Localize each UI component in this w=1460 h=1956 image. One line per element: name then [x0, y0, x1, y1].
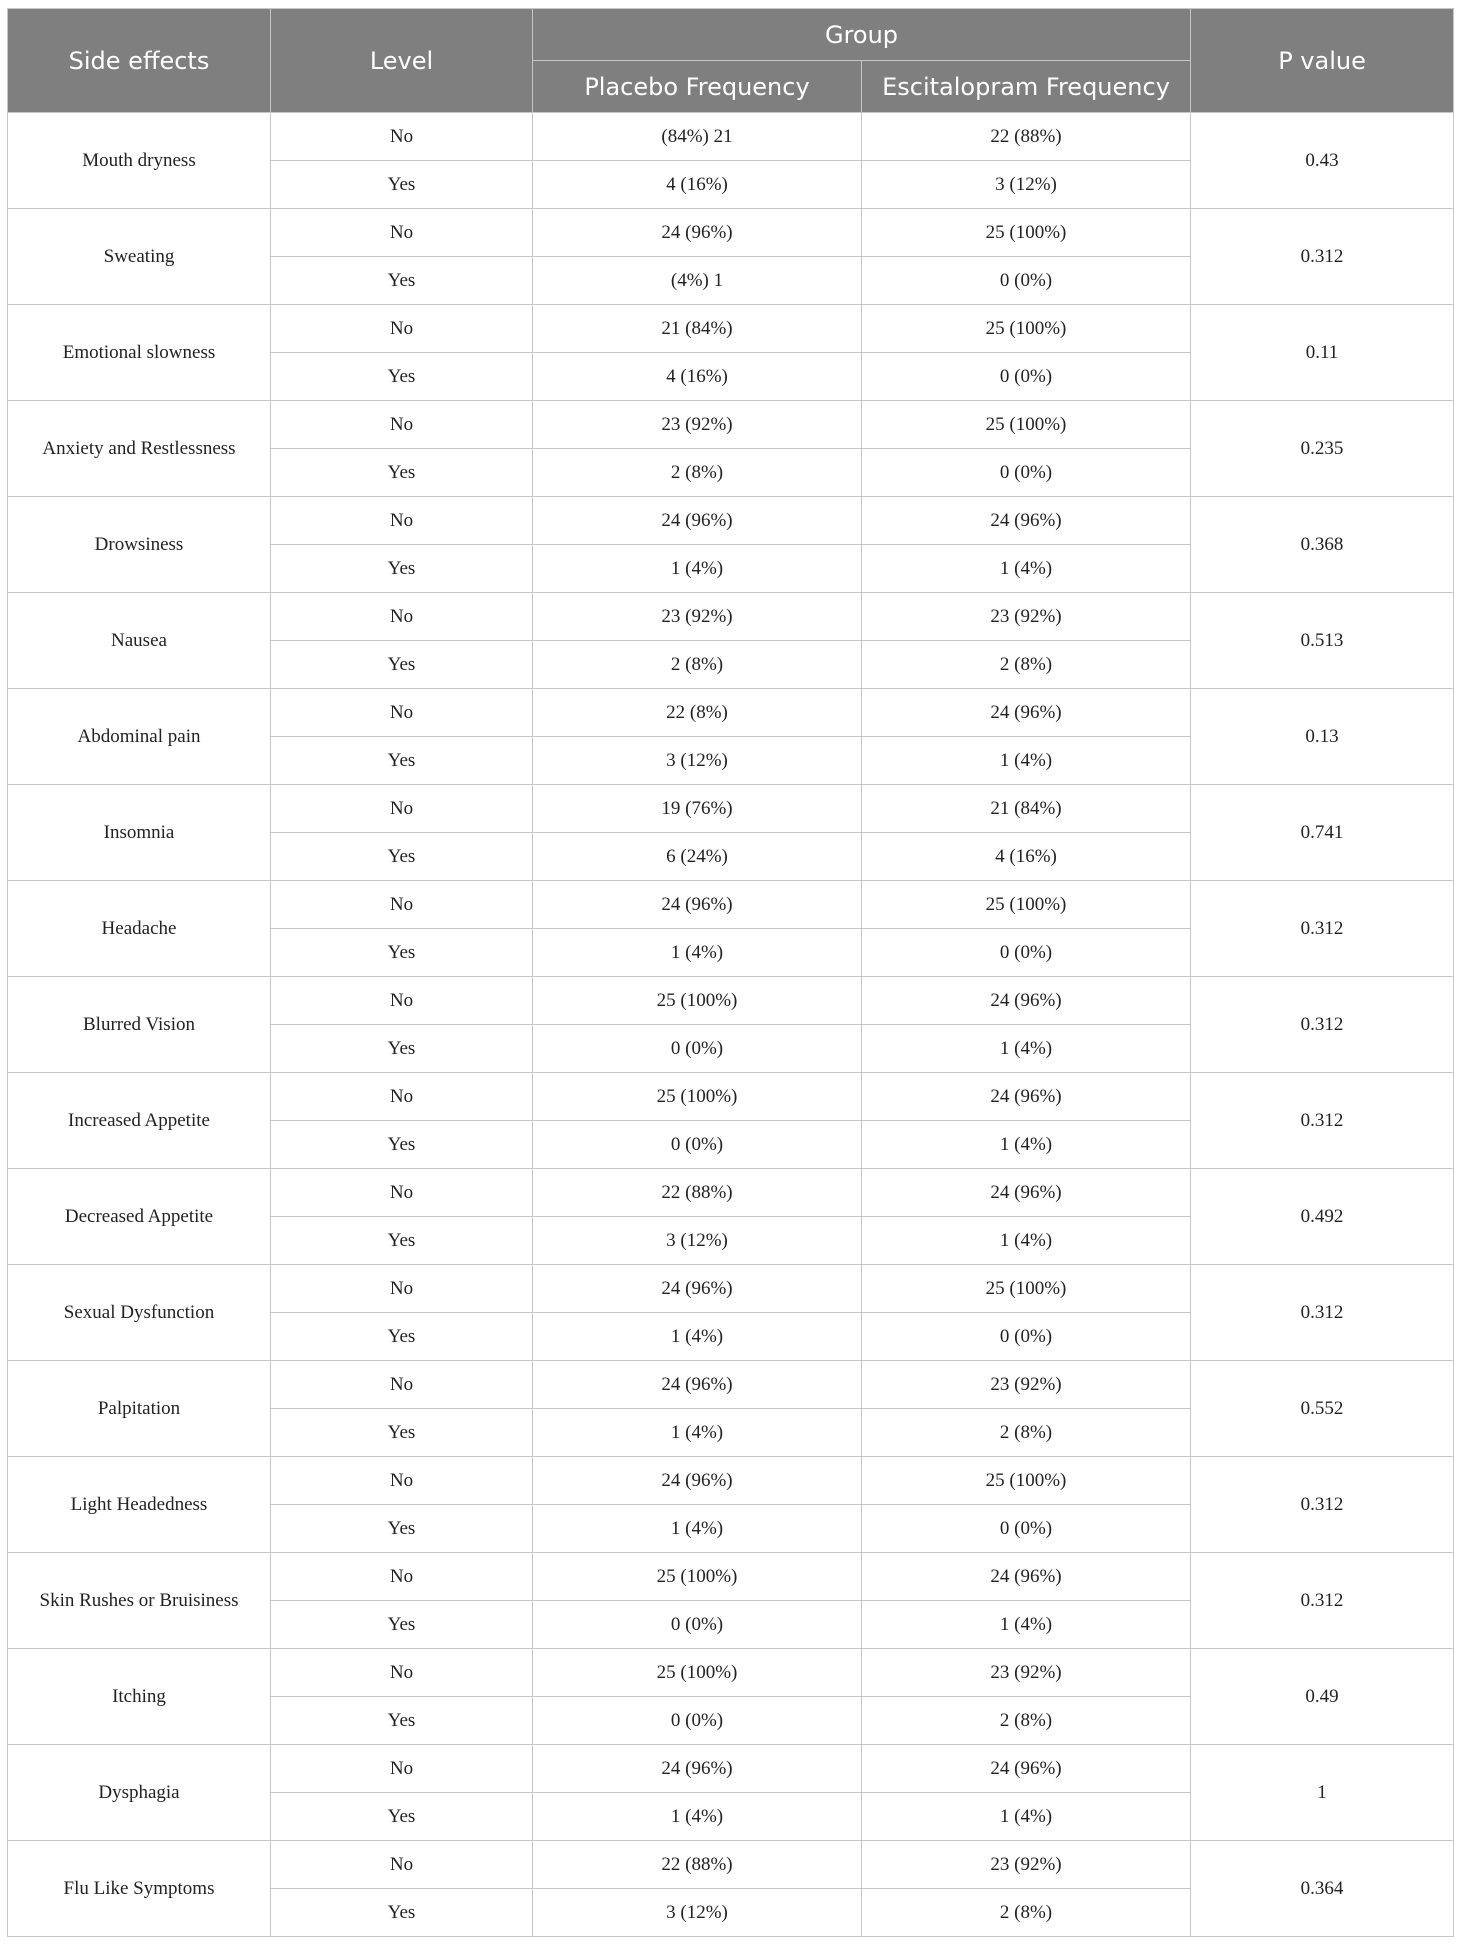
level-cell: Yes — [271, 1601, 533, 1649]
table-row — [8, 977, 1454, 1025]
p-value-cell: 0.235 — [1191, 401, 1454, 497]
escitalopram-frequency-cell: 1 (4%) — [862, 737, 1191, 785]
level-cell: No — [271, 1073, 533, 1121]
table-row — [8, 113, 1454, 161]
escitalopram-frequency-cell: 1 (4%) — [862, 1121, 1191, 1169]
p-value-cell: 0.312 — [1191, 1553, 1454, 1649]
level-cell: No — [271, 1457, 533, 1505]
table-row — [8, 1361, 1454, 1409]
p-value-cell: 1 — [1191, 1745, 1454, 1841]
level-cell: No — [271, 1169, 533, 1217]
placebo-frequency-cell: 1 (4%) — [533, 929, 862, 977]
level-cell: No — [271, 881, 533, 929]
placebo-frequency-cell: 6 (24%) — [533, 833, 862, 881]
placebo-frequency-cell: 23 (92%) — [533, 401, 862, 449]
placebo-frequency-cell: 0 (0%) — [533, 1601, 862, 1649]
side-effect-name-cell: Mouth dryness — [8, 113, 271, 209]
side-effect-name-cell: Emotional slowness — [8, 305, 271, 401]
placebo-frequency-cell: 25 (100%) — [533, 977, 862, 1025]
level-cell: No — [271, 689, 533, 737]
table-body — [8, 113, 1454, 1937]
placebo-frequency-cell: 24 (96%) — [533, 1457, 862, 1505]
level-cell: Yes — [271, 1217, 533, 1265]
table-row — [8, 1553, 1454, 1601]
placebo-frequency-cell: 0 (0%) — [533, 1121, 862, 1169]
table-row — [8, 497, 1454, 545]
level-cell: Yes — [271, 1409, 533, 1457]
side-effect-name-cell: Sweating — [8, 209, 271, 305]
placebo-frequency-cell: 25 (100%) — [533, 1649, 862, 1697]
p-value-cell: 0.312 — [1191, 977, 1454, 1073]
level-cell: No — [271, 113, 533, 161]
placebo-frequency-cell: 24 (96%) — [533, 881, 862, 929]
placebo-frequency-cell: 0 (0%) — [533, 1697, 862, 1745]
header-placebo-frequency: Placebo Frequency — [533, 61, 862, 113]
p-value-cell: 0.492 — [1191, 1169, 1454, 1265]
level-cell: No — [271, 209, 533, 257]
header-group: Group — [533, 9, 1191, 61]
level-cell: Yes — [271, 1697, 533, 1745]
placebo-frequency-cell: 25 (100%) — [533, 1553, 862, 1601]
escitalopram-frequency-cell: 2 (8%) — [862, 1889, 1191, 1937]
placebo-frequency-cell: 24 (96%) — [533, 1265, 862, 1313]
escitalopram-frequency-cell: 25 (100%) — [862, 1265, 1191, 1313]
side-effect-name-cell: Abdominal pain — [8, 689, 271, 785]
placebo-frequency-cell: (84%) 21 — [533, 113, 862, 161]
placebo-frequency-cell: 23 (92%) — [533, 593, 862, 641]
placebo-frequency-cell: 22 (8%) — [533, 689, 862, 737]
p-value-cell: 0.741 — [1191, 785, 1454, 881]
escitalopram-frequency-cell: 24 (96%) — [862, 497, 1191, 545]
table-row — [8, 1169, 1454, 1217]
placebo-frequency-cell: 19 (76%) — [533, 785, 862, 833]
table-row — [8, 689, 1454, 737]
placebo-frequency-cell: 0 (0%) — [533, 1025, 862, 1073]
p-value-cell: 0.513 — [1191, 593, 1454, 689]
escitalopram-frequency-cell: 3 (12%) — [862, 161, 1191, 209]
placebo-frequency-cell: 3 (12%) — [533, 1217, 862, 1265]
p-value-cell: 0.13 — [1191, 689, 1454, 785]
escitalopram-frequency-cell: 24 (96%) — [862, 1073, 1191, 1121]
side-effect-name-cell: Light Headedness — [8, 1457, 271, 1553]
level-cell: No — [271, 305, 533, 353]
table-row — [8, 593, 1454, 641]
escitalopram-frequency-cell: 24 (96%) — [862, 977, 1191, 1025]
header-side-effects: Side effects — [8, 9, 271, 113]
side-effects-table-container — [7, 8, 1453, 1937]
p-value-cell: 0.11 — [1191, 305, 1454, 401]
level-cell: Yes — [271, 449, 533, 497]
side-effect-name-cell: Dysphagia — [8, 1745, 271, 1841]
escitalopram-frequency-cell: 1 (4%) — [862, 1601, 1191, 1649]
level-cell: No — [271, 1745, 533, 1793]
side-effect-name-cell: Sexual Dysfunction — [8, 1265, 271, 1361]
table-row — [8, 305, 1454, 353]
placebo-frequency-cell: 2 (8%) — [533, 641, 862, 689]
placebo-frequency-cell: (4%) 1 — [533, 257, 862, 305]
escitalopram-frequency-cell: 23 (92%) — [862, 1649, 1191, 1697]
level-cell: No — [271, 1553, 533, 1601]
side-effects-table — [7, 8, 1454, 1937]
level-cell: No — [271, 977, 533, 1025]
escitalopram-frequency-cell: 24 (96%) — [862, 1553, 1191, 1601]
escitalopram-frequency-cell: 1 (4%) — [862, 545, 1191, 593]
side-effect-name-cell: Insomnia — [8, 785, 271, 881]
placebo-frequency-cell: 1 (4%) — [533, 1409, 862, 1457]
placebo-frequency-cell: 1 (4%) — [533, 1793, 862, 1841]
placebo-frequency-cell: 1 (4%) — [533, 545, 862, 593]
level-cell: Yes — [271, 1313, 533, 1361]
table-row — [8, 1841, 1454, 1889]
table-row — [8, 785, 1454, 833]
table-row — [8, 1745, 1454, 1793]
table-row — [8, 1073, 1454, 1121]
escitalopram-frequency-cell: 0 (0%) — [862, 1505, 1191, 1553]
side-effect-name-cell: Itching — [8, 1649, 271, 1745]
placebo-frequency-cell: 25 (100%) — [533, 1073, 862, 1121]
table-header — [8, 9, 1454, 113]
escitalopram-frequency-cell: 1 (4%) — [862, 1217, 1191, 1265]
level-cell: Yes — [271, 833, 533, 881]
level-cell: No — [271, 593, 533, 641]
p-value-cell: 0.43 — [1191, 113, 1454, 209]
side-effect-name-cell: Increased Appetite — [8, 1073, 271, 1169]
escitalopram-frequency-cell: 2 (8%) — [862, 1697, 1191, 1745]
placebo-frequency-cell: 24 (96%) — [533, 497, 862, 545]
escitalopram-frequency-cell: 24 (96%) — [862, 689, 1191, 737]
side-effect-name-cell: Drowsiness — [8, 497, 271, 593]
header-p-value: P value — [1191, 9, 1454, 113]
placebo-frequency-cell: 22 (88%) — [533, 1841, 862, 1889]
escitalopram-frequency-cell: 25 (100%) — [862, 209, 1191, 257]
table-row — [8, 1457, 1454, 1505]
side-effect-name-cell: Decreased Appetite — [8, 1169, 271, 1265]
placebo-frequency-cell: 21 (84%) — [533, 305, 862, 353]
escitalopram-frequency-cell: 1 (4%) — [862, 1025, 1191, 1073]
p-value-cell: 0.312 — [1191, 1457, 1454, 1553]
placebo-frequency-cell: 22 (88%) — [533, 1169, 862, 1217]
placebo-frequency-cell: 24 (96%) — [533, 1745, 862, 1793]
placebo-frequency-cell: 4 (16%) — [533, 161, 862, 209]
placebo-frequency-cell: 24 (96%) — [533, 209, 862, 257]
placebo-frequency-cell: 2 (8%) — [533, 449, 862, 497]
escitalopram-frequency-cell: 1 (4%) — [862, 1793, 1191, 1841]
escitalopram-frequency-cell: 0 (0%) — [862, 929, 1191, 977]
table-row — [8, 401, 1454, 449]
p-value-cell: 0.368 — [1191, 497, 1454, 593]
placebo-frequency-cell: 3 (12%) — [533, 1889, 862, 1937]
table-row — [8, 1265, 1454, 1313]
escitalopram-frequency-cell: 25 (100%) — [862, 881, 1191, 929]
placebo-frequency-cell: 1 (4%) — [533, 1313, 862, 1361]
escitalopram-frequency-cell: 25 (100%) — [862, 305, 1191, 353]
escitalopram-frequency-cell: 0 (0%) — [862, 1313, 1191, 1361]
level-cell: Yes — [271, 545, 533, 593]
level-cell: Yes — [271, 1505, 533, 1553]
level-cell: Yes — [271, 1121, 533, 1169]
escitalopram-frequency-cell: 2 (8%) — [862, 1409, 1191, 1457]
escitalopram-frequency-cell: 23 (92%) — [862, 593, 1191, 641]
level-cell: No — [271, 497, 533, 545]
p-value-cell: 0.312 — [1191, 1265, 1454, 1361]
level-cell: No — [271, 1649, 533, 1697]
escitalopram-frequency-cell: 25 (100%) — [862, 1457, 1191, 1505]
p-value-cell: 0.312 — [1191, 209, 1454, 305]
escitalopram-frequency-cell: 0 (0%) — [862, 257, 1191, 305]
side-effect-name-cell: Headache — [8, 881, 271, 977]
level-cell: Yes — [271, 737, 533, 785]
level-cell: Yes — [271, 161, 533, 209]
table-row — [8, 881, 1454, 929]
level-cell: Yes — [271, 1025, 533, 1073]
level-cell: No — [271, 1265, 533, 1313]
side-effect-name-cell: Nausea — [8, 593, 271, 689]
level-cell: Yes — [271, 257, 533, 305]
escitalopram-frequency-cell: 25 (100%) — [862, 401, 1191, 449]
level-cell: Yes — [271, 1793, 533, 1841]
side-effect-name-cell: Flu Like Symptoms — [8, 1841, 271, 1937]
level-cell: Yes — [271, 1889, 533, 1937]
side-effect-name-cell: Blurred Vision — [8, 977, 271, 1073]
table-row — [8, 1649, 1454, 1697]
level-cell: Yes — [271, 641, 533, 689]
placebo-frequency-cell: 3 (12%) — [533, 737, 862, 785]
table-row — [8, 209, 1454, 257]
level-cell: No — [271, 1841, 533, 1889]
escitalopram-frequency-cell: 23 (92%) — [862, 1841, 1191, 1889]
escitalopram-frequency-cell: 2 (8%) — [862, 641, 1191, 689]
p-value-cell: 0.552 — [1191, 1361, 1454, 1457]
p-value-cell: 0.49 — [1191, 1649, 1454, 1745]
escitalopram-frequency-cell: 22 (88%) — [862, 113, 1191, 161]
escitalopram-frequency-cell: 0 (0%) — [862, 449, 1191, 497]
level-cell: No — [271, 1361, 533, 1409]
escitalopram-frequency-cell: 24 (96%) — [862, 1745, 1191, 1793]
escitalopram-frequency-cell: 0 (0%) — [862, 353, 1191, 401]
escitalopram-frequency-cell: 24 (96%) — [862, 1169, 1191, 1217]
escitalopram-frequency-cell: 21 (84%) — [862, 785, 1191, 833]
level-cell: No — [271, 785, 533, 833]
placebo-frequency-cell: 4 (16%) — [533, 353, 862, 401]
placebo-frequency-cell: 24 (96%) — [533, 1361, 862, 1409]
level-cell: No — [271, 401, 533, 449]
escitalopram-frequency-cell: 4 (16%) — [862, 833, 1191, 881]
side-effect-name-cell: Palpitation — [8, 1361, 271, 1457]
escitalopram-frequency-cell: 23 (92%) — [862, 1361, 1191, 1409]
p-value-cell: 0.312 — [1191, 1073, 1454, 1169]
level-cell: Yes — [271, 929, 533, 977]
p-value-cell: 0.364 — [1191, 1841, 1454, 1937]
header-escitalopram-frequency: Escitalopram Frequency — [862, 61, 1191, 113]
placebo-frequency-cell: 1 (4%) — [533, 1505, 862, 1553]
side-effect-name-cell: Skin Rushes or Bruisiness — [8, 1553, 271, 1649]
level-cell: Yes — [271, 353, 533, 401]
header-level: Level — [271, 9, 533, 113]
p-value-cell: 0.312 — [1191, 881, 1454, 977]
side-effect-name-cell: Anxiety and Restlessness — [8, 401, 271, 497]
